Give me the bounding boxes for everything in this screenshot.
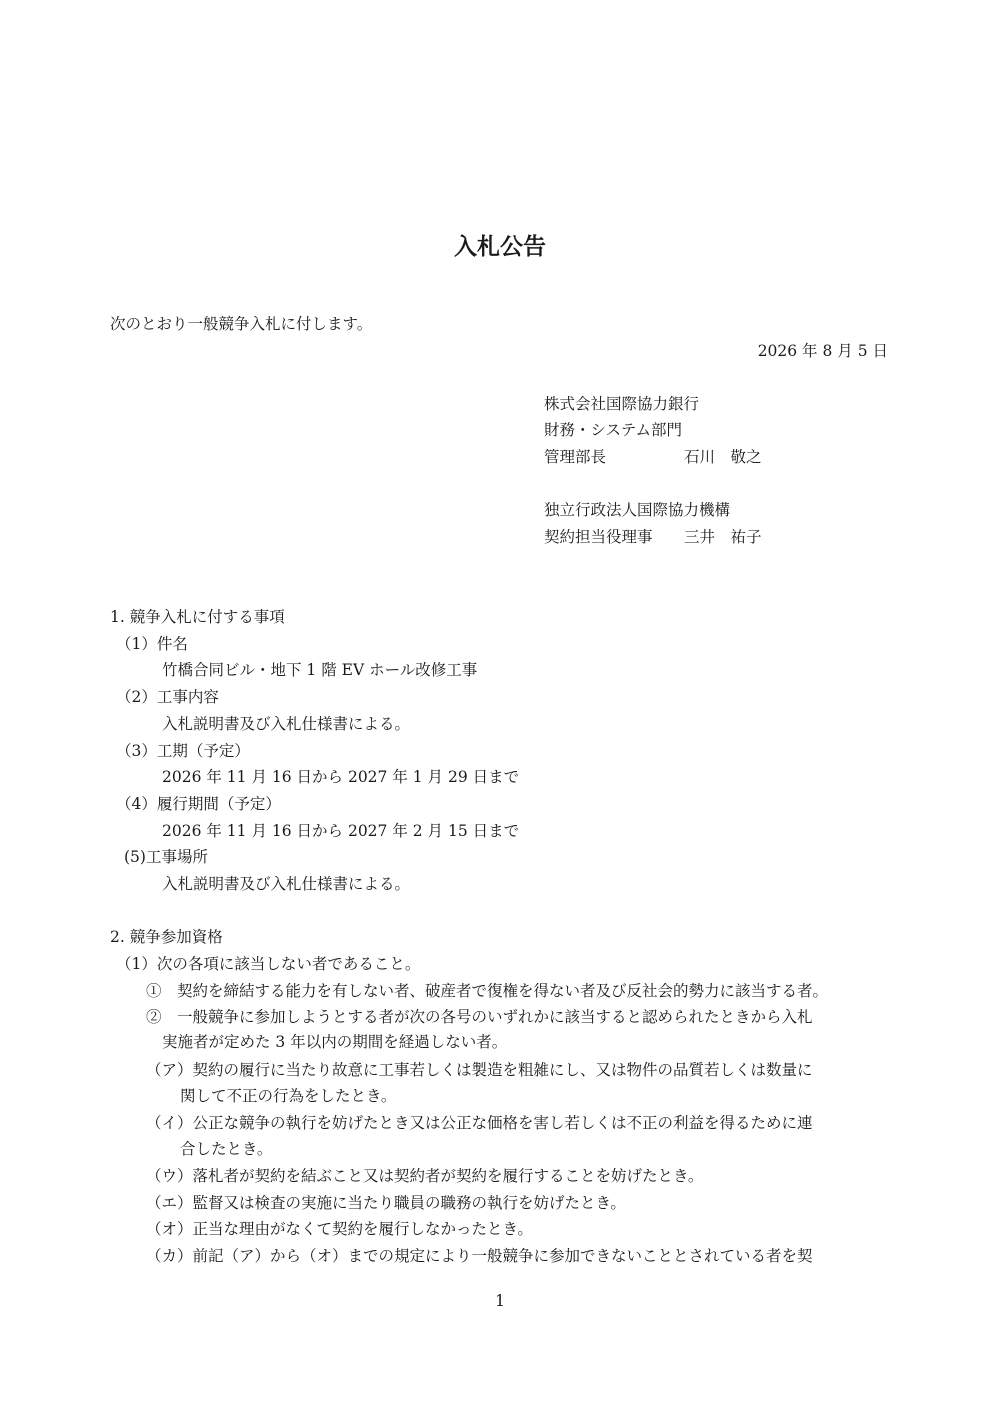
list-item: ① 契約を締結する能力を有しない者、破産者で復権を得ない者及び反社会的勢力に該当する者。 (146, 982, 829, 1000)
issuer-org-1: 株式会社国際協力銀行 (544, 395, 700, 413)
subsection-1: （1）次の各項に該当しない者であること。 (116, 955, 421, 973)
section-1-heading: 1. 競争入札に付する事項 (110, 608, 285, 626)
item-label: （2）工事内容 (116, 688, 219, 706)
sub-item: （オ）正当な理由がなくて契約を履行しなかったとき。 (146, 1220, 533, 1238)
issuer-role-1: 管理部長 (544, 448, 607, 466)
issuer-name-1: 石川 敬之 (684, 448, 762, 466)
item-value: 竹橋合同ビル・地下 1 階 EV ホール改修工事 (162, 661, 478, 679)
item-value: 2026 年 11 月 16 日から 2027 年 2 月 15 日まで (162, 822, 520, 840)
sub-item: （イ）公正な競争の執行を妨げたとき又は公正な価格を害し若しくは不正の利益を得るために連 (146, 1114, 813, 1132)
item-value: 入札説明書及び入札仕様書による。 (162, 875, 411, 893)
issuer-dept-1: 財務・システム部門 (544, 421, 682, 439)
list-item-continued: 実施者が定めた 3 年以内の期間を経過しない者。 (162, 1033, 508, 1051)
intro-text: 次のとおり一般競争入札に付します。 (110, 315, 373, 333)
item-label: （3）工期（予定） (116, 742, 250, 760)
item-value: 2026 年 11 月 16 日から 2027 年 1 月 29 日まで (162, 768, 520, 786)
sub-item: （ア）契約の履行に当たり故意に工事若しくは製造を粗雑にし、又は物件の品質若しくは数量に (146, 1061, 813, 1079)
sub-item-continued: 関して不正の行為をしたとき。 (180, 1087, 397, 1105)
item-label: (5)工事場所 (124, 848, 208, 866)
item-label: （1）件名 (116, 635, 188, 653)
section-2-heading: 2. 競争参加資格 (110, 928, 223, 946)
issuer-role-2: 契約担当役理事 (544, 528, 653, 546)
issue-date: 2026 年 8 月 5 日 (757, 342, 888, 360)
issuer-org-2: 独立行政法人国際協力機構 (544, 501, 731, 519)
sub-item: （カ）前記（ア）から（オ）までの規定により一般競争に参加できないこととされている者を契 (146, 1247, 813, 1265)
item-value: 入札説明書及び入札仕様書による。 (162, 715, 411, 733)
sub-item-continued: 合したとき。 (180, 1140, 273, 1158)
sub-item: （ウ）落札者が契約を結ぶこと又は契約者が契約を履行することを妨げたとき。 (146, 1167, 704, 1185)
page-number: 1 (495, 1292, 505, 1310)
list-item: ② 一般競争に参加しようとする者が次の各号のいずれかに該当すると認められたときから入札 (146, 1008, 813, 1026)
item-label: （4）履行期間（予定） (116, 795, 281, 813)
sub-item: （エ）監督又は検査の実施に当たり職員の職務の執行を妨げたとき。 (146, 1194, 626, 1212)
issuer-name-2: 三井 祐子 (684, 528, 762, 546)
document-title: 入札公告 (454, 234, 546, 260)
